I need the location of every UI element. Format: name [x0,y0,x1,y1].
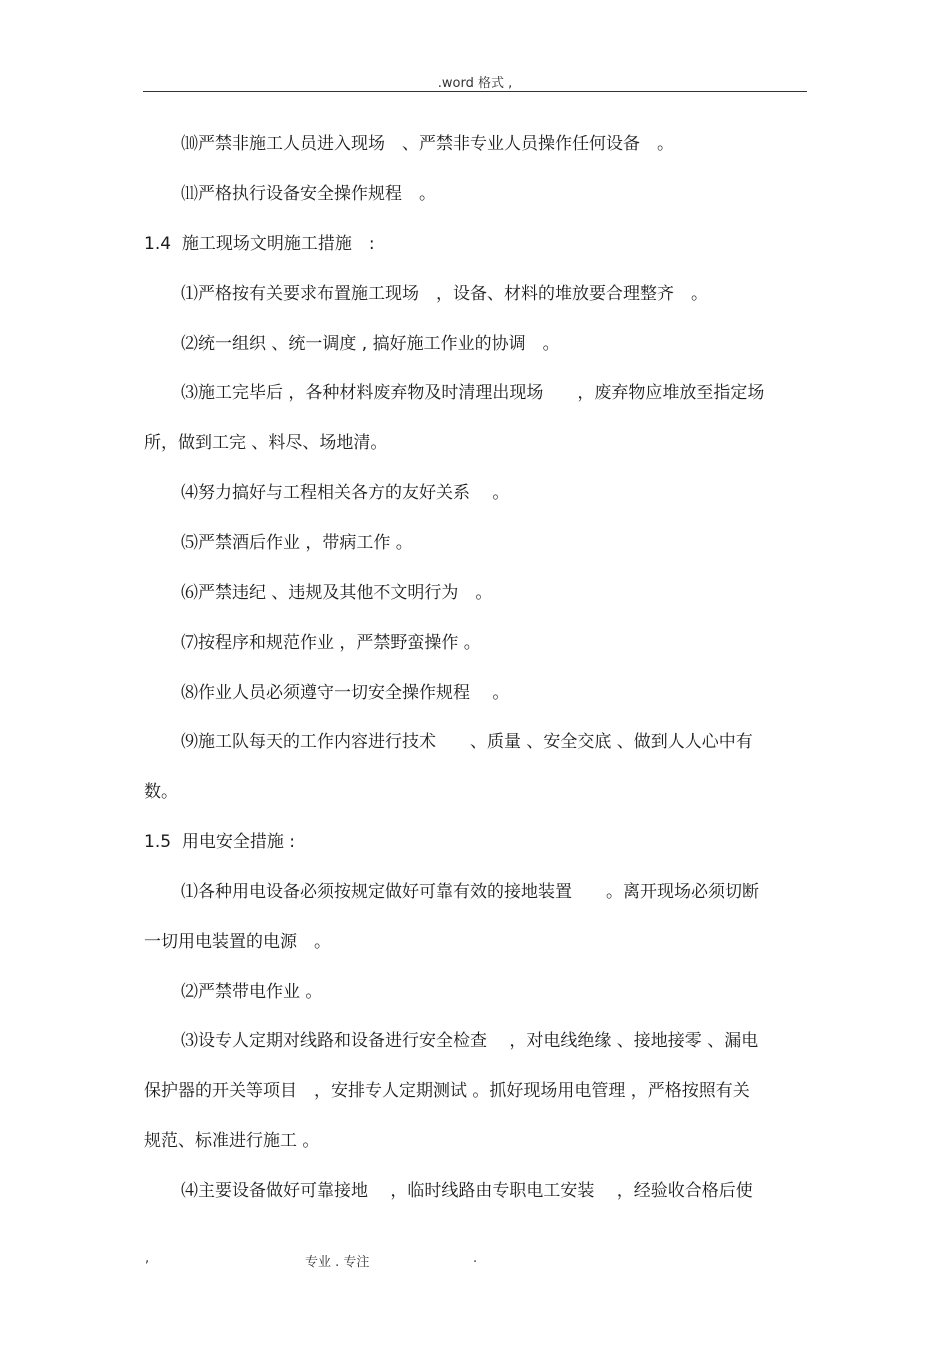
text-line: ⑵统一组织 、统一调度 , 搞好施工作业的协调 。 [181,334,560,354]
text-line: ⑽严禁非施工人员进入现场 、严禁非专业人员操作任何设备 。 [181,134,674,154]
section-heading: 1.5 用电安全措施 : [144,832,295,852]
text-line: ⑾严格执行设备安全操作规程 。 [181,184,436,204]
text-line: 规范、标准进行施工 。 [144,1131,320,1151]
text-line: ⑻作业人员必须遵守一切安全操作规程 。 [181,683,510,703]
text-line: ⑶设专人定期对线路和设备进行安全检查 ，对电线绝缘 、接地接零 、漏电 [181,1031,759,1051]
text-line: ⑶施工完毕后 ，各种材料废弃物及时清理出现场 ，废弃物应堆放至指定场 [181,383,765,403]
text-line: 所，做到工完 、料尽、场地清。 [144,433,388,453]
text-line: ⑷努力搞好与工程相关各方的友好关系 。 [181,483,510,503]
text-line: ⑸严禁酒后作业 ，带病工作 。 [181,533,413,553]
text-line: ⑵严禁带电作业 。 [181,982,323,1002]
footer-left-mark: , [145,1251,150,1266]
text-line: ⑼施工队每天的工作内容进行技术 、质量 、安全交底 、做到人人心中有 [181,732,753,752]
text-line: ⑹严禁违纪 、违规及其他不文明行为 。 [181,583,493,603]
section-heading: 1.4 施工现场文明施工措施 : [144,234,375,254]
text-line: 一切用电装置的电源 。 [144,932,331,952]
text-line: ⑷主要设备做好可靠接地 ，临时线路由专职电工安装 ，经验收合格后使 [181,1181,753,1201]
text-line: ⑴严格按有关要求布置施工现场 ，设备、材料的堆放要合理整齐 。 [181,284,708,304]
page-header: .word 格式 , [437,76,513,91]
header-divider [143,91,807,92]
text-line: ⑴各种用电设备必须按规定做好可靠有效的接地装置 。离开现场必须切断 [181,882,759,902]
footer-text: 专业 . 专注 [305,1255,370,1270]
text-line: 保护器的开关等项目 ，安排专人定期测试 。抓好现场用电管理 ，严格按照有关 [144,1081,750,1101]
footer-right-mark: . [473,1251,478,1266]
text-line: ⑺按程序和规范作业 ，严禁野蛮操作 。 [181,633,481,653]
text-line: 数。 [144,782,178,802]
